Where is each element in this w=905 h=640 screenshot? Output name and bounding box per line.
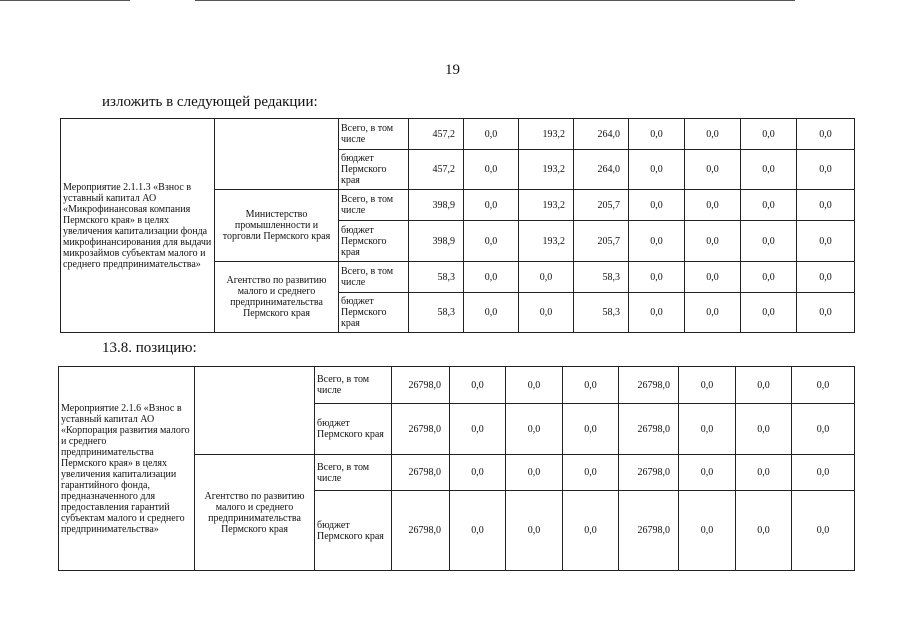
value-cell: 26798,0: [392, 455, 450, 491]
value-cell: 0,0: [464, 119, 519, 150]
value-cell: 0,0: [629, 119, 685, 150]
value-cell: 0,0: [792, 455, 855, 491]
value-cell: 0,0: [563, 491, 619, 571]
value-cell: 0,0: [629, 190, 685, 221]
value-cell: 0,0: [797, 293, 855, 333]
value-cell: 0,0: [519, 262, 574, 293]
source-cell: Всего, в том числе: [339, 262, 409, 293]
value-cell: 0,0: [450, 455, 506, 491]
value-cell: 0,0: [629, 150, 685, 190]
value-cell: 0,0: [792, 491, 855, 571]
executor-cell: Агентство по развитию малого и среднего предпринимательства Пермского края: [195, 455, 315, 571]
value-cell: 0,0: [679, 404, 736, 455]
source-cell: Всего, в том числе: [339, 190, 409, 221]
value-cell: 0,0: [464, 190, 519, 221]
value-cell: 0,0: [629, 262, 685, 293]
value-cell: 0,0: [464, 221, 519, 262]
value-cell: 0,0: [506, 455, 563, 491]
value-cell: 398,9: [409, 190, 464, 221]
executor-cell: [195, 367, 315, 455]
value-cell: 0,0: [464, 293, 519, 333]
table-row: [59, 367, 855, 404]
page-number: 19: [445, 62, 460, 78]
value-cell: 0,0: [464, 262, 519, 293]
value-cell: 26798,0: [392, 367, 450, 404]
value-cell: 26798,0: [392, 491, 450, 571]
value-cell: 0,0: [679, 455, 736, 491]
table-measure-2-1-6: [58, 366, 855, 571]
value-cell: 0,0: [563, 455, 619, 491]
table-row: [61, 119, 855, 150]
value-cell: 0,0: [792, 404, 855, 455]
value-cell: 0,0: [685, 262, 741, 293]
value-cell: 26798,0: [619, 404, 679, 455]
value-cell: 0,0: [741, 221, 797, 262]
source-cell: бюджет Пермского края: [315, 404, 392, 455]
source-cell: бюджет Пермского края: [315, 491, 392, 571]
source-cell: Всего, в том числе: [339, 119, 409, 150]
value-cell: 457,2: [409, 150, 464, 190]
measure-name-cell: Мероприятие 2.1.6 «Взнос в уставный капитал АО «Корпорация развития малого и среднего предпринимательства Пермского края» в целях увеличения капитализации гарантийного фонда, предназначенного для предоставления гарантий субъектам малого и среднего предпринимательства»: [59, 367, 195, 571]
top-rule-right: [195, 0, 795, 1]
value-cell: 0,0: [792, 367, 855, 404]
value-cell: 0,0: [741, 119, 797, 150]
value-cell: 0,0: [685, 150, 741, 190]
value-cell: 0,0: [450, 404, 506, 455]
value-cell: 0,0: [797, 190, 855, 221]
value-cell: 0,0: [563, 404, 619, 455]
table-measure-2-1-1-3: [60, 118, 855, 333]
value-cell: 0,0: [741, 190, 797, 221]
top-rule-left: [0, 0, 130, 1]
value-cell: 58,3: [574, 293, 629, 333]
value-cell: 0,0: [519, 293, 574, 333]
value-cell: 0,0: [506, 491, 563, 571]
value-cell: 205,7: [574, 190, 629, 221]
value-cell: 0,0: [741, 293, 797, 333]
value-cell: 0,0: [685, 119, 741, 150]
value-cell: 0,0: [736, 455, 792, 491]
value-cell: 58,3: [409, 262, 464, 293]
value-cell: 0,0: [450, 491, 506, 571]
value-cell: 398,9: [409, 221, 464, 262]
value-cell: 0,0: [506, 367, 563, 404]
value-cell: 0,0: [450, 367, 506, 404]
value-cell: 193,2: [519, 221, 574, 262]
value-cell: 0,0: [685, 190, 741, 221]
value-cell: 264,0: [574, 119, 629, 150]
source-cell: Всего, в том числе: [315, 455, 392, 491]
value-cell: 264,0: [574, 150, 629, 190]
source-cell: бюджет Пермского края: [339, 150, 409, 190]
value-cell: 26798,0: [619, 367, 679, 404]
source-cell: Всего, в том числе: [315, 367, 392, 404]
value-cell: 0,0: [741, 262, 797, 293]
value-cell: 0,0: [736, 404, 792, 455]
executor-cell: Министерство промышленности и торговли Пермского края: [215, 190, 339, 262]
value-cell: 0,0: [629, 293, 685, 333]
value-cell: 0,0: [629, 221, 685, 262]
value-cell: 205,7: [574, 221, 629, 262]
executor-cell: [215, 119, 339, 190]
value-cell: 26798,0: [619, 455, 679, 491]
executor-cell: Агентство по развитию малого и среднего предпринимательства Пермского края: [215, 262, 339, 333]
source-cell: бюджет Пермского края: [339, 221, 409, 262]
value-cell: 0,0: [563, 367, 619, 404]
measure-name-cell: Мероприятие 2.1.1.3 «Взнос в уставный капитал АО «Микрофинансовая компания Пермского края» в целях увеличения капитализации фонда микрофинансирования для выдачи микрозаймов субъектам малого и среднего предпринимательства»: [61, 119, 215, 333]
value-cell: 26798,0: [392, 404, 450, 455]
value-cell: 0,0: [506, 404, 563, 455]
value-cell: 193,2: [519, 190, 574, 221]
value-cell: 0,0: [685, 221, 741, 262]
value-cell: 0,0: [679, 367, 736, 404]
value-cell: 0,0: [685, 293, 741, 333]
heading-edit-instruction: изложить в следующей редакции:: [102, 94, 318, 110]
value-cell: 58,3: [409, 293, 464, 333]
value-cell: 0,0: [797, 262, 855, 293]
value-cell: 26798,0: [619, 491, 679, 571]
value-cell: 0,0: [679, 491, 736, 571]
value-cell: 457,2: [409, 119, 464, 150]
value-cell: 0,0: [736, 491, 792, 571]
value-cell: 193,2: [519, 119, 574, 150]
value-cell: 193,2: [519, 150, 574, 190]
value-cell: 0,0: [797, 119, 855, 150]
value-cell: 0,0: [736, 367, 792, 404]
value-cell: 0,0: [797, 150, 855, 190]
value-cell: 58,3: [574, 262, 629, 293]
source-cell: бюджет Пермского края: [339, 293, 409, 333]
value-cell: 0,0: [464, 150, 519, 190]
value-cell: 0,0: [797, 221, 855, 262]
heading-position: 13.8. позицию:: [102, 340, 197, 356]
value-cell: 0,0: [741, 150, 797, 190]
